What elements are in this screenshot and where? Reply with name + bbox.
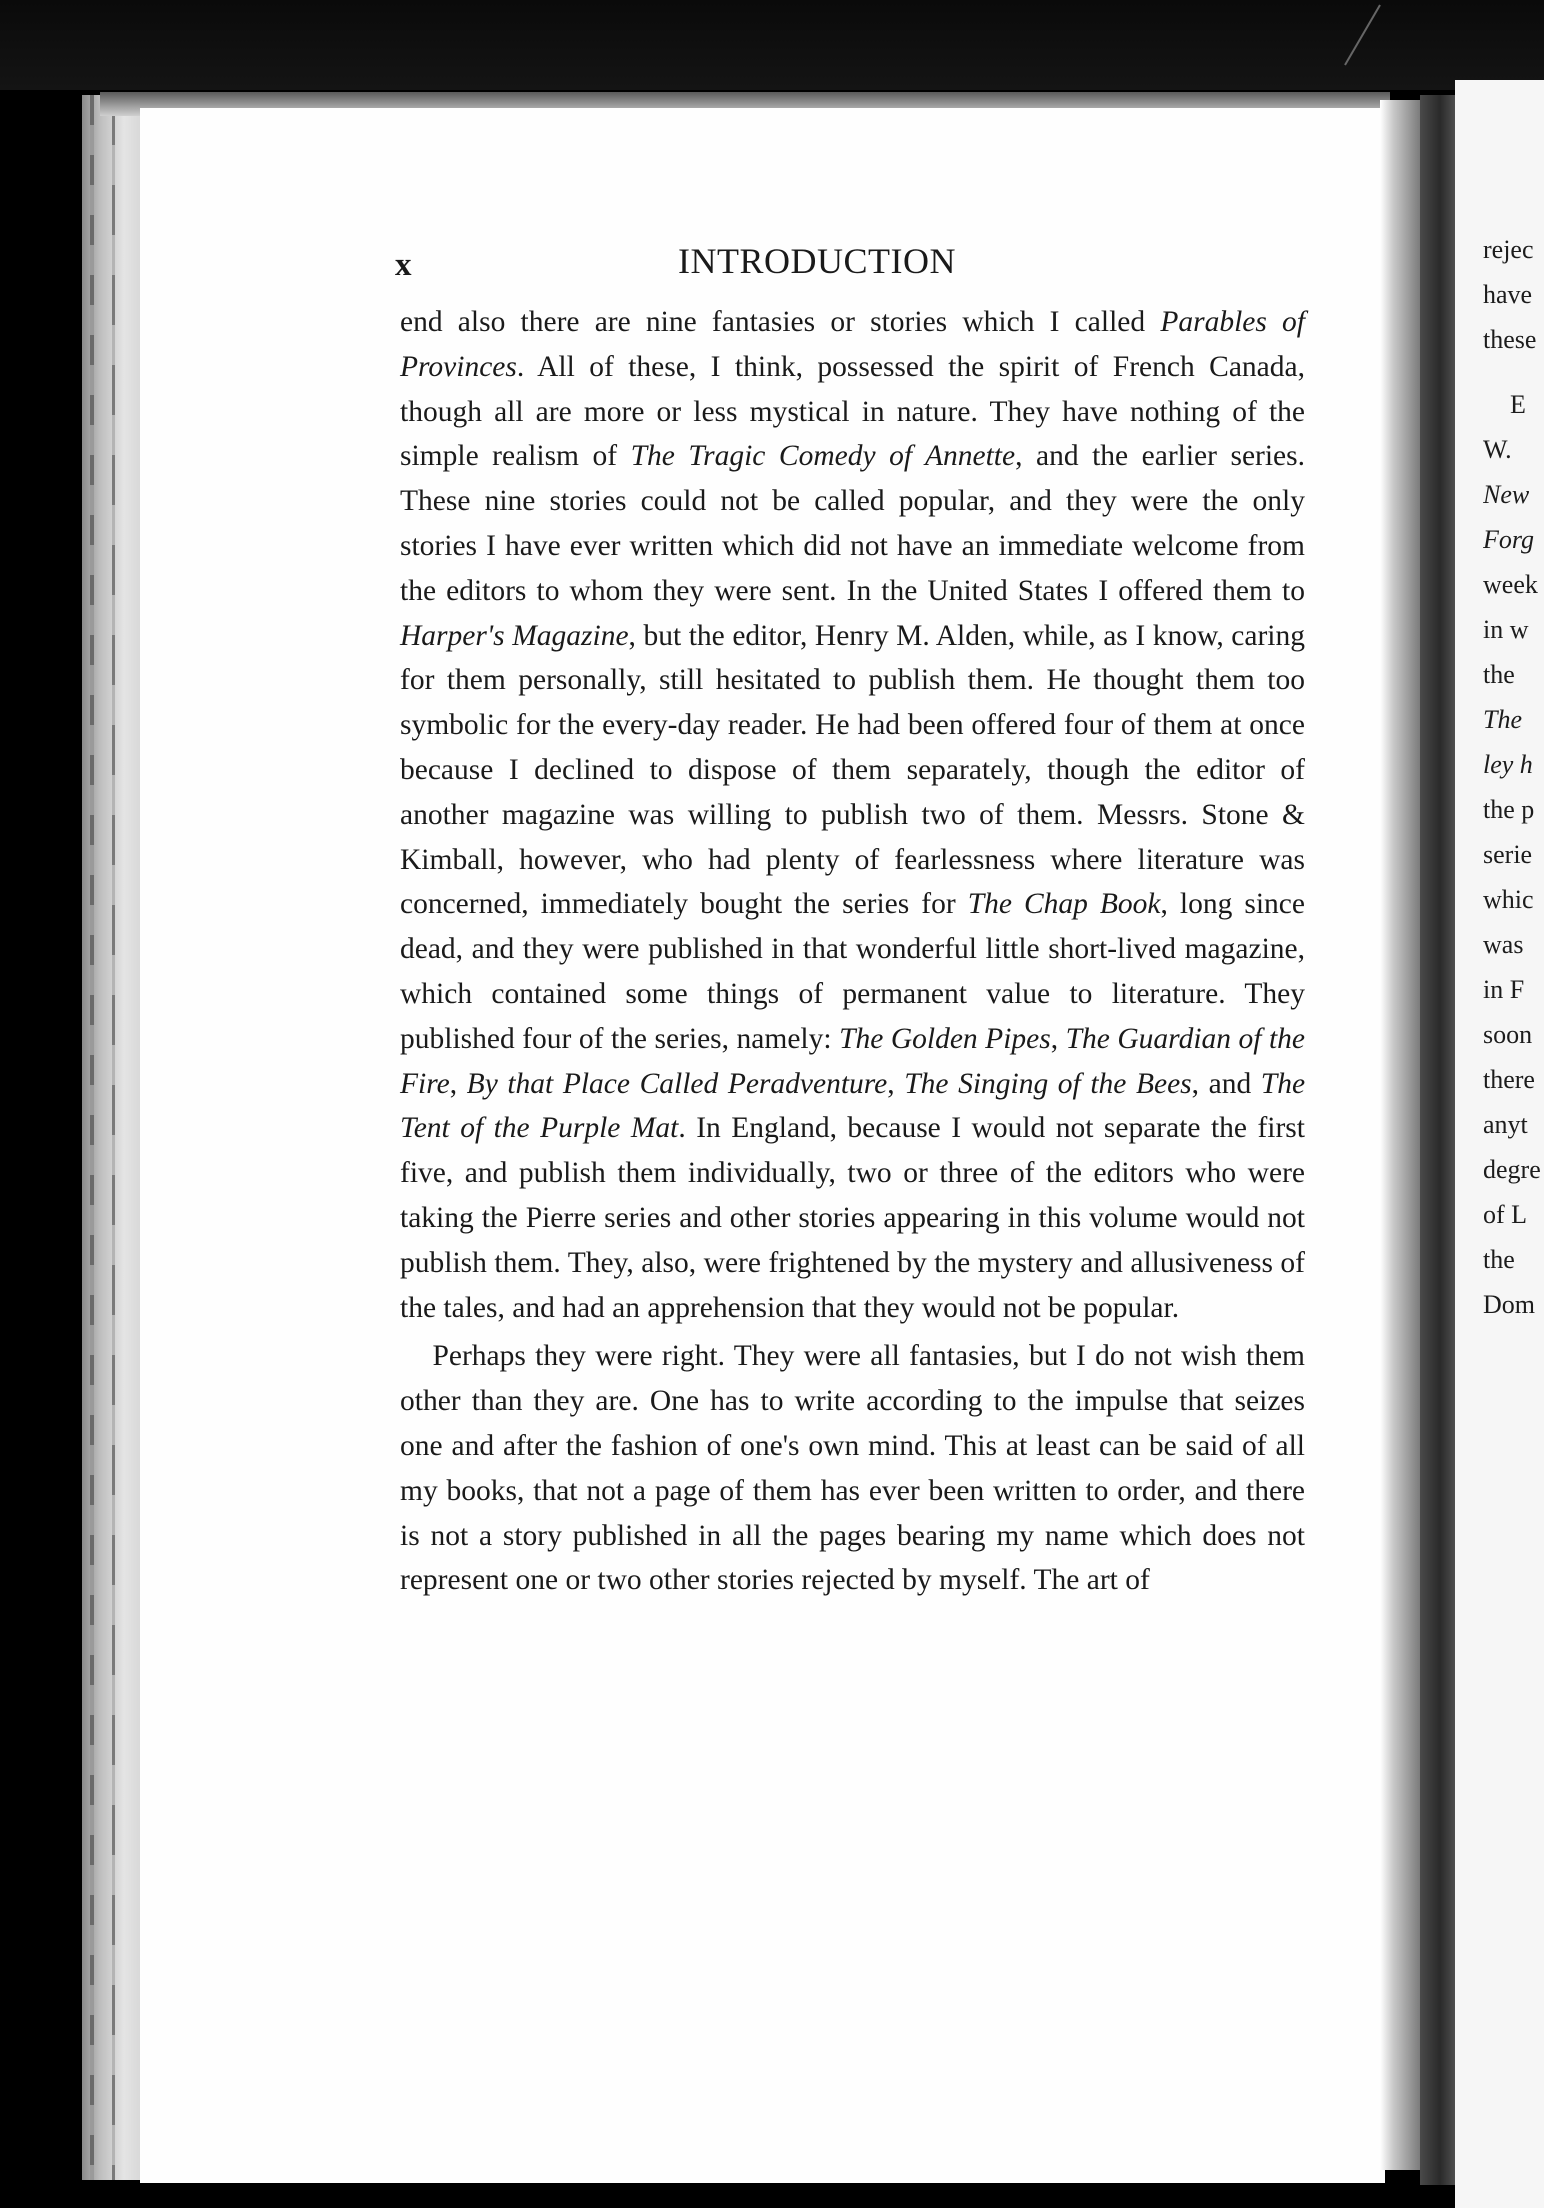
facing-page-line: in w [1483,615,1529,644]
facing-page-line: in F [1483,975,1525,1004]
facing-page-line: E [1510,390,1526,419]
running-head: INTRODUCTION [678,241,956,281]
facing-page-line: whic [1483,885,1534,914]
scan-background-top [0,0,1544,90]
facing-page-line: have [1483,280,1533,309]
book-gutter [1420,95,1460,2185]
facing-page-line: degre [1483,1155,1541,1184]
facing-page-line: of L [1483,1200,1528,1229]
text-run: , [449,1067,467,1100]
body-text [400,300,1305,1603]
text-run: . In England, because I would not separate the first five, and publish them individually, two or three of the editors who were taking the Pierre series and other stories appearing in this volume would not publish them. They, also, were frightened by the mystery and allusiveness of the tales, and had an apprehension that they would not be popular. [400,1112,1305,1324]
italic-title: The Tragic Comedy of Annette [630,440,1016,473]
italic-title: By that Place Called Peradventure [466,1067,888,1100]
facing-page-line: the p [1483,795,1535,824]
facing-page-line: rejec [1483,235,1534,264]
facing-page-line: W. [1483,435,1512,464]
facing-page [1455,80,1544,2208]
gutter-shadow [1380,100,1425,2170]
facing-page-line: these [1483,325,1537,354]
facing-page-line: the [1483,1245,1515,1274]
italic-title: The Singing of the Bees [904,1067,1192,1100]
facing-page-line: serie [1483,840,1533,869]
facing-page-line: the [1483,660,1515,689]
facing-page-line: ley h [1483,750,1533,779]
facing-page-line: The [1483,705,1522,734]
italic-title: The Tent of the Purple Mat [400,1067,1306,1145]
paragraph [400,300,1305,1330]
page-number: x [395,247,412,283]
facing-page-line: anyt [1483,1110,1528,1139]
italic-title: Parables of Provinces [400,306,1306,383]
facing-page-line: week [1483,570,1538,599]
facing-page-line: Dom [1483,1290,1535,1319]
facing-page-line: Forg [1483,525,1535,554]
text-run: end also there are nine fantasies or stories which I called [400,306,1161,338]
facing-page-line: was [1483,930,1524,959]
text-run: Perhaps they were right. They were all fantasies, but I do not wish them other than they are. One has to write according to the impulse that seizes one and after the fashion of one's own mind. This at least can be said of all my books, that not a page of them has ever been written to order, and there is not a story published in all the pages bearing my name which does not represent one or two other stories rejected by myself. The art of [400,1340,1305,1597]
text-run: , and [1191,1067,1261,1100]
scan-corner-line [1335,0,1395,70]
text-run: . All of these, I think, possessed the spirit of French Canada, though all are more or less mystical in nature. They have nothing of the simple realism of [400,350,1305,473]
text-run: , [887,1067,905,1100]
facing-page-line: there [1483,1065,1535,1094]
text-run: , [1050,1022,1066,1055]
italic-title: The Golden Pipes [839,1022,1051,1055]
italic-title: The Guardian of the Fire [400,1022,1306,1100]
facing-page-line: soon [1483,1020,1533,1049]
facing-page-line: New [1483,480,1530,509]
italic-title: The Chap Book [967,888,1161,921]
italic-title: Harper's Magazine [400,619,629,652]
text-run: , and the earlier series. These nine stories could not be called popular, and they were the only stories I have ever written which did not have an immediate welcome from the editors to whom they were sent. In the United States I offered them to [400,440,1306,607]
paragraph [400,1334,1305,1603]
text-run: , long since dead, and they were published in that wonderful little short-lived magazine, which contained some things of permanent value to literature. They published four of the series, namely: [400,888,1305,1055]
text-run: , but the editor, Henry M. Alden, while, as I know, caring for them personally, still hesitated to publish them. He thought them too symbolic for the every-day reader. He had been offered four of them at once because I declined to dispose of them separately, though the editor of another magazine was willing to publish two of them. Messrs. Stone & Kimball, however, who had plenty of fearlessness where literature was concerned, immediately bought the series for [400,619,1305,921]
